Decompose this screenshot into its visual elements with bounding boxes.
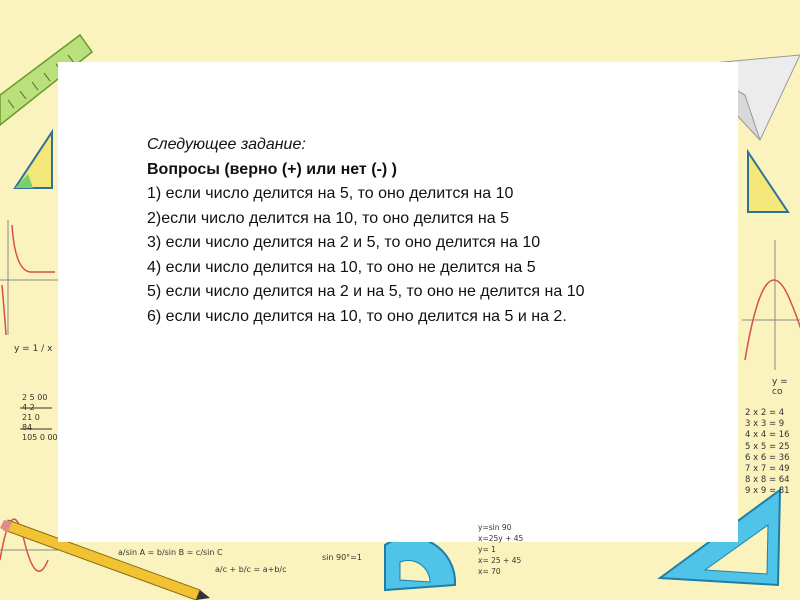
question-item: 3) если число делится на 2 и 5, то оно делится на 10 xyxy=(147,234,541,251)
sum-formula: a/c + b/c = a+b/c xyxy=(215,565,287,574)
multiplication-row: 2 x 2 = 4 xyxy=(745,408,785,418)
law-of-sines-formula: a/sin A = b/sin B = c/sin C xyxy=(118,548,223,557)
equation-line: x=25y + 45 xyxy=(478,534,524,543)
equation-system xyxy=(478,522,523,577)
question-item: 2)если число делится на 10, то оно делится на 5 xyxy=(147,209,509,227)
multiplication-row: 8 x 8 = 64 xyxy=(745,475,790,486)
long-mult-line: 21 0 xyxy=(22,413,40,422)
hyperbola-graph-icon xyxy=(0,220,58,335)
question-item: 4) если число делится на 10, то оно не делится на 5 xyxy=(147,258,536,276)
graph-left-label: y = 1 / x xyxy=(14,344,53,354)
multiplication-row: 5 x 5 = 25 xyxy=(745,441,790,452)
cosine-graph-icon xyxy=(742,240,800,370)
multiplication-row: 9 x 9 = 81 xyxy=(745,486,790,497)
question-item: 1) если число делится на 5, то оно делится на 10 xyxy=(147,185,514,202)
equation-line: x= 25 + 45 xyxy=(478,556,522,565)
equation-line: y= 1 xyxy=(478,545,496,554)
long-multiplication xyxy=(22,393,58,443)
equation-line: y=sin 90 xyxy=(478,523,512,532)
multiplication-row: 7 x 7 = 49 xyxy=(745,464,790,475)
multiplication-row: 4 x 4 = 16 xyxy=(745,430,790,441)
long-mult-line: 2 5 00 xyxy=(22,393,48,402)
questions-heading: Вопросы (верно (+) или нет (-) ) xyxy=(147,160,397,178)
right-triangle-right-icon xyxy=(748,152,788,212)
intro-text: Следующее задание: xyxy=(147,136,306,153)
long-mult-line: 84 xyxy=(22,423,33,432)
right-triangle-left-icon xyxy=(15,132,52,188)
long-mult-line: 105 0 00 xyxy=(22,433,58,442)
protractor-icon xyxy=(385,537,455,590)
slide-content xyxy=(147,133,727,329)
question-item: 6) если число делится на 10, то оно делится на 5 и на 2. xyxy=(147,307,567,325)
multiplication-row: 6 x 6 = 36 xyxy=(745,452,790,463)
multiplication-row: 3 x 3 = 9 xyxy=(745,419,785,430)
multiplication-table xyxy=(745,408,790,498)
equation-line: x= 70 xyxy=(478,567,501,576)
question-item: 5) если число делится на 2 и на 5, то оно не делится на 10 xyxy=(147,283,585,300)
sin-formula: sin 90°=1 xyxy=(322,553,362,562)
long-mult-line: 4 2 xyxy=(22,403,35,412)
graph-right-label: y = co xyxy=(772,377,788,397)
